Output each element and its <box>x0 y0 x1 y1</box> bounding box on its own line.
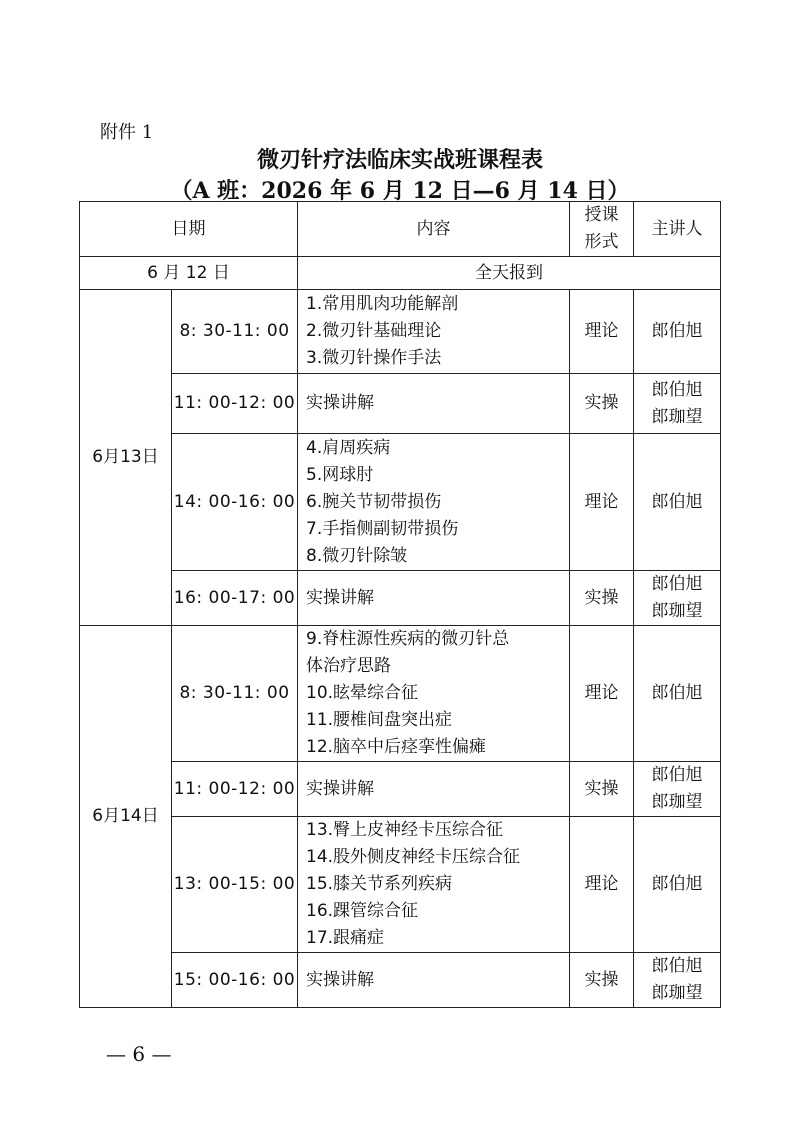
header-form-line2: 形式 <box>584 232 619 252</box>
schedule-subtitle: （A 班：2026 年 6 月 12 日—6 月 14 日） <box>170 178 630 204</box>
session-time: 11: 00-12: 00 <box>172 374 298 434</box>
session-speaker <box>634 762 721 817</box>
registration-content: 全天报到 <box>298 257 721 290</box>
session-time: 8: 30-11: 00 <box>172 290 298 374</box>
session-content: 实操讲解 <box>298 571 570 626</box>
session-time: 8: 30-11: 00 <box>172 626 298 762</box>
speaker-name: 郎珈望 <box>651 983 703 1003</box>
header-speaker: 主讲人 <box>634 202 721 257</box>
table-row <box>80 290 721 374</box>
content-line: 17.跟痛症 <box>306 928 385 948</box>
session-speaker: 郎伯旭 <box>634 626 721 762</box>
header-row <box>80 202 721 257</box>
session-time: 16: 00-17: 00 <box>172 571 298 626</box>
session-speaker: 郎伯旭 <box>634 817 721 953</box>
session-form: 理论 <box>570 434 634 571</box>
session-time: 14: 00-16: 00 <box>172 434 298 571</box>
header-content: 内容 <box>298 202 570 257</box>
content-line: 12.脑卒中后痉挛性偏瘫 <box>306 737 487 757</box>
content-line: 7.手指侧副韧带损伤 <box>306 518 459 539</box>
content-line: 6.腕关节韧带损伤 <box>306 491 442 512</box>
session-form: 理论 <box>570 626 634 762</box>
speaker-name: 郎珈望 <box>651 792 703 812</box>
content-line: 10.眩晕综合征 <box>306 683 419 703</box>
content-line: 4.肩周疾病 <box>306 437 391 458</box>
content-line: 15.膝关节系列疾病 <box>306 874 453 894</box>
header-form-line1: 授课 <box>584 205 619 225</box>
table-row <box>80 762 721 817</box>
speaker-name: 郎伯旭 <box>651 765 703 785</box>
content-line: 11.腰椎间盘突出症 <box>306 710 453 730</box>
page-number: — 6 — <box>106 1042 172 1066</box>
speaker-name: 郎伯旭 <box>651 956 703 976</box>
session-form: 理论 <box>570 817 634 953</box>
content-line: 体治疗思路 <box>306 656 391 676</box>
attachment-label: 附件 1 <box>100 122 154 143</box>
session-form: 实操 <box>570 374 634 434</box>
session-content <box>298 290 570 374</box>
session-form: 实操 <box>570 571 634 626</box>
session-content <box>298 626 570 762</box>
session-content <box>298 434 570 571</box>
content-line: 13.臀上皮神经卡压综合征 <box>306 820 504 840</box>
session-content <box>298 817 570 953</box>
session-content: 实操讲解 <box>298 953 570 1008</box>
speaker-name: 郎珈望 <box>651 601 703 621</box>
session-form: 理论 <box>570 290 634 374</box>
day-date: 6月14日 <box>80 626 172 1008</box>
content-line: 16.踝管综合征 <box>306 901 419 921</box>
content-line: 3.微刃针操作手法 <box>306 348 442 368</box>
content-line: 9.脊柱源性疾病的微刃针总 <box>306 629 510 649</box>
session-form: 实操 <box>570 762 634 817</box>
speaker-name: 郎伯旭 <box>651 379 703 400</box>
table-row <box>80 626 721 762</box>
session-speaker <box>634 374 721 434</box>
table-row <box>80 374 721 434</box>
content-line: 2.微刃针基础理论 <box>306 321 442 341</box>
day-date: 6月13日 <box>80 290 172 626</box>
session-content: 实操讲解 <box>298 762 570 817</box>
content-line: 8.微刃针除皱 <box>306 545 408 566</box>
session-time: 11: 00-12: 00 <box>172 762 298 817</box>
session-speaker <box>634 953 721 1008</box>
header-form <box>570 202 634 257</box>
content-line: 5.网球肘 <box>306 464 374 485</box>
registration-row <box>80 257 721 290</box>
schedule-title: 微刃针疗法临床实战班课程表 <box>256 147 543 173</box>
schedule-table <box>79 201 721 1008</box>
session-time: 15: 00-16: 00 <box>172 953 298 1008</box>
speaker-name: 郎伯旭 <box>651 574 703 594</box>
table-row <box>80 953 721 1008</box>
session-form: 实操 <box>570 953 634 1008</box>
session-speaker <box>634 571 721 626</box>
speaker-name: 郎珈望 <box>651 406 703 427</box>
header-date: 日期 <box>80 202 298 257</box>
session-speaker: 郎伯旭 <box>634 434 721 571</box>
table-row <box>80 571 721 626</box>
session-content: 实操讲解 <box>298 374 570 434</box>
table-row <box>80 434 721 571</box>
session-speaker: 郎伯旭 <box>634 290 721 374</box>
content-line: 14.股外侧皮神经卡压综合征 <box>306 847 521 867</box>
table-row <box>80 817 721 953</box>
content-line: 1.常用肌肉功能解剖 <box>306 294 459 314</box>
session-time: 13: 00-15: 00 <box>172 817 298 953</box>
registration-date: 6 月 12 日 <box>80 257 298 290</box>
